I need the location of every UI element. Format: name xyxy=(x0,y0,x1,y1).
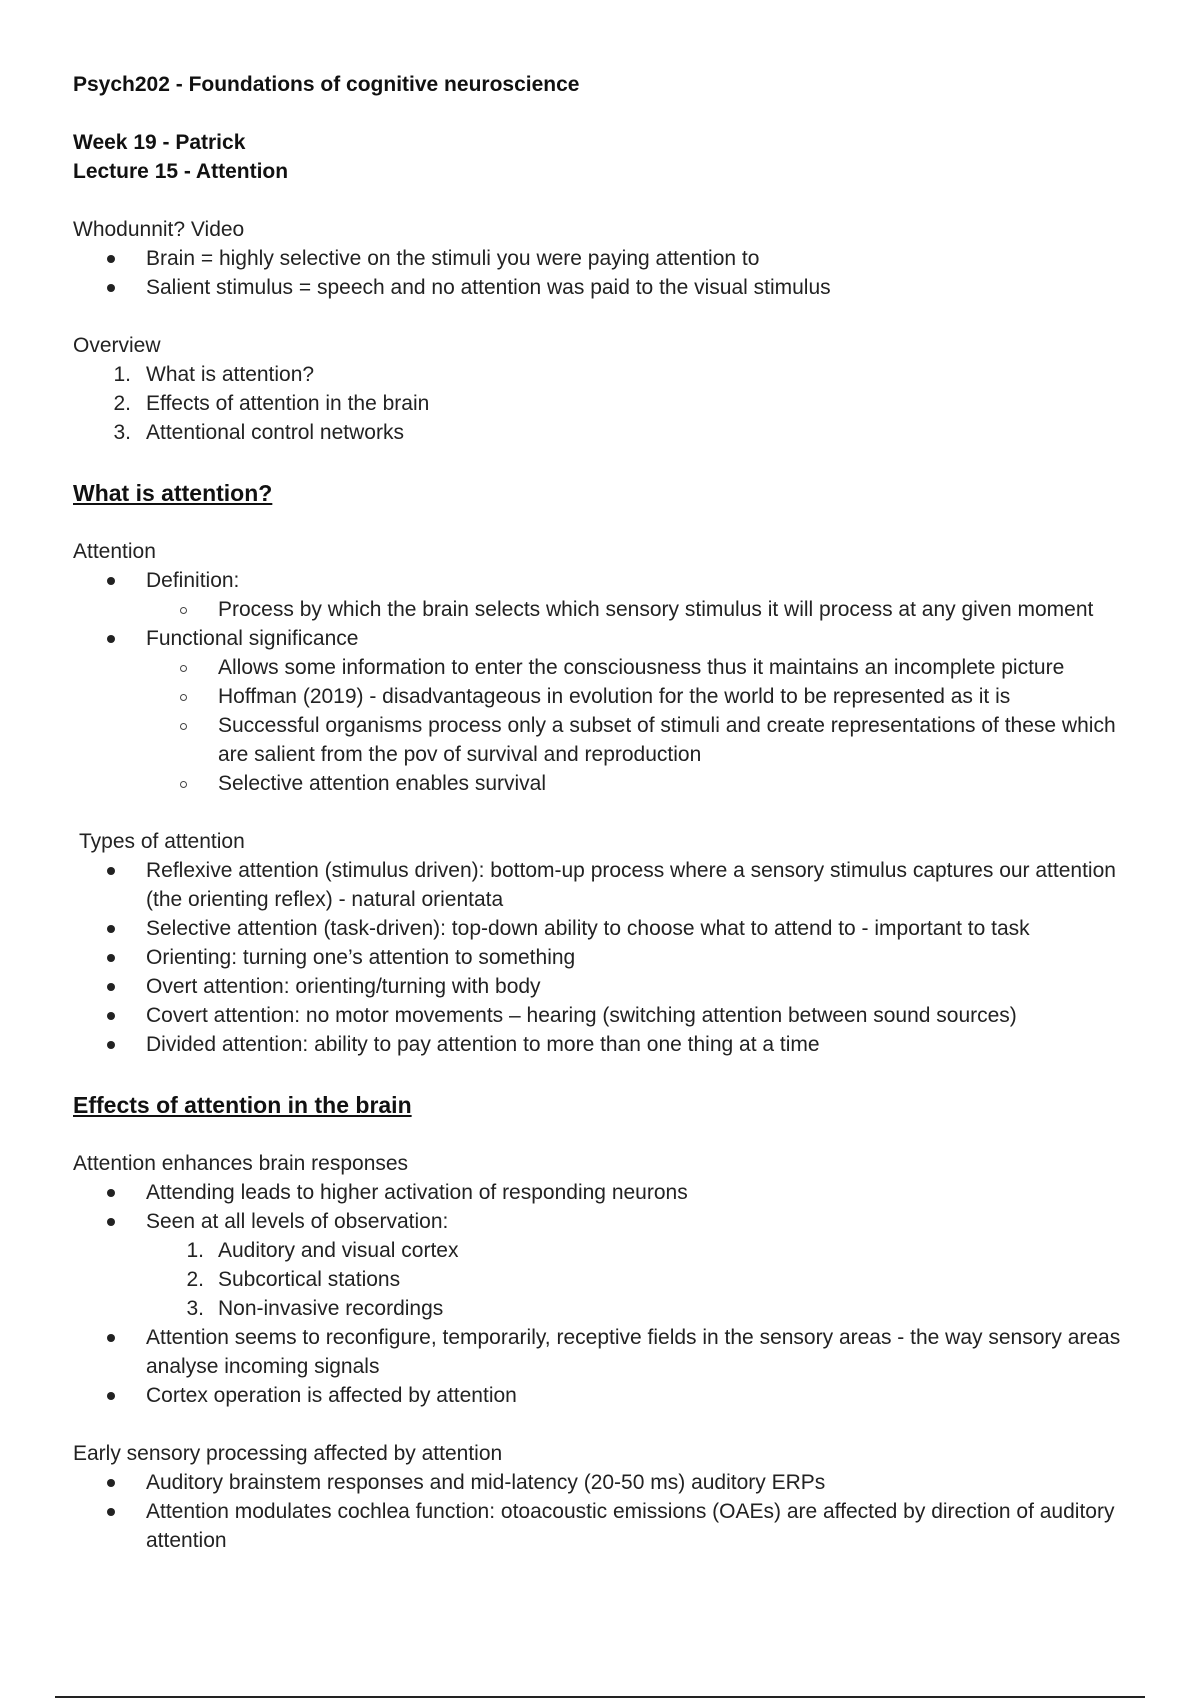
whodunnit-list xyxy=(73,244,1133,302)
attention-list xyxy=(73,566,1133,798)
list-item: Orienting: turning one’s attention to something xyxy=(73,943,1133,972)
attention-heading: Attention xyxy=(73,540,156,563)
circle-bullet-icon xyxy=(180,665,187,672)
document-page xyxy=(73,70,1133,1555)
circle-bullet-icon xyxy=(180,781,187,788)
bullet-icon xyxy=(107,635,115,643)
list-item: Seen at all levels of observation: xyxy=(73,1207,1133,1236)
enhances-heading: Attention enhances brain responses xyxy=(73,1152,409,1175)
list-item: 2. Effects of attention in the brain xyxy=(113,392,430,415)
list-item: Salient stimulus = speech and no attention was paid to the visual stimulus xyxy=(73,273,1133,302)
week-line: Week 19 - Patrick xyxy=(73,131,246,154)
overview-heading: Overview xyxy=(73,334,161,357)
list-item: 3. Non-invasive recordings xyxy=(186,1297,444,1320)
list-item: Definition: xyxy=(73,566,1133,595)
enhances-list xyxy=(73,1178,1133,1410)
bullet-icon xyxy=(107,1041,115,1049)
list-item: Functional significance xyxy=(73,624,1133,653)
bullet-icon xyxy=(107,925,115,933)
list-item: Selective attention (task-driven): top-down ability to choose what to attend to - important to task xyxy=(73,914,1133,943)
list-item: 1. Auditory and visual cortex xyxy=(186,1239,459,1262)
bullet-icon xyxy=(107,954,115,962)
list-item: Covert attention: no motor movements – hearing (switching attention between sound sources) xyxy=(73,1001,1133,1030)
list-item: Reflexive attention (stimulus driven): bottom-up process where a sensory stimulus captures our attention (the orienting reflex) - natural orientata xyxy=(73,856,1133,914)
bullet-icon xyxy=(107,1479,115,1487)
list-item: Attending leads to higher activation of responding neurons xyxy=(73,1178,1133,1207)
list-item: Selective attention enables survival xyxy=(73,769,1133,798)
list-item: 1. What is attention? xyxy=(113,363,315,386)
early-list xyxy=(73,1468,1133,1555)
circle-bullet-icon xyxy=(180,723,187,730)
section-title-effects-of-attention: Effects of attention in the brain xyxy=(73,1092,412,1118)
list-item: 3. Attentional control networks xyxy=(113,421,404,444)
bullet-icon xyxy=(107,1189,115,1197)
section-title-what-is-attention: What is attention? xyxy=(73,480,273,506)
bullet-icon xyxy=(107,1508,115,1516)
types-heading: Types of attention xyxy=(79,830,245,853)
list-item: Auditory brainstem responses and mid-latency (20-50 ms) auditory ERPs xyxy=(73,1468,1133,1497)
list-item: Attention seems to reconfigure, temporarily, receptive fields in the sensory areas - the way sensory areas analyse incoming signals xyxy=(73,1323,1133,1381)
list-item: Divided attention: ability to pay attention to more than one thing at a time xyxy=(73,1030,1133,1059)
bullet-icon xyxy=(107,1012,115,1020)
list-item: 2. Subcortical stations xyxy=(186,1268,401,1291)
list-item: Cortex operation is affected by attention xyxy=(73,1381,1133,1410)
circle-bullet-icon xyxy=(180,607,187,614)
bullet-icon xyxy=(107,1218,115,1226)
list-item: Brain = highly selective on the stimuli you were paying attention to xyxy=(73,244,1133,273)
bullet-icon xyxy=(107,284,115,292)
list-item: Successful organisms process only a subset of stimuli and create representations of these which are salient from the pov of survival and reproduction xyxy=(73,711,1133,769)
whodunnit-heading: Whodunnit? Video xyxy=(73,218,245,241)
list-item: Allows some information to enter the consciousness thus it maintains an incomplete picture xyxy=(73,653,1133,682)
bullet-icon xyxy=(107,577,115,585)
course-title: Psych202 - Foundations of cognitive neuroscience xyxy=(73,73,580,96)
list-item: Attention modulates cochlea function: otoacoustic emissions (OAEs) are affected by direction of auditory attention xyxy=(73,1497,1133,1555)
list-item: Overt attention: orienting/turning with body xyxy=(73,972,1133,1001)
types-list xyxy=(73,856,1133,1059)
early-heading: Early sensory processing affected by attention xyxy=(73,1442,503,1465)
overview-list xyxy=(73,360,1133,447)
bullet-icon xyxy=(107,983,115,991)
bullet-icon xyxy=(107,867,115,875)
list-item: Hoffman (2019) - disadvantageous in evolution for the world to be represented as it is xyxy=(73,682,1133,711)
page-bottom-rule xyxy=(55,1696,1145,1698)
bullet-icon xyxy=(107,255,115,263)
bullet-icon xyxy=(107,1334,115,1342)
circle-bullet-icon xyxy=(180,694,187,701)
lecture-line: Lecture 15 - Attention xyxy=(73,160,289,183)
list-item: Process by which the brain selects which sensory stimulus it will process at any given moment xyxy=(73,595,1133,624)
bullet-icon xyxy=(107,1392,115,1400)
